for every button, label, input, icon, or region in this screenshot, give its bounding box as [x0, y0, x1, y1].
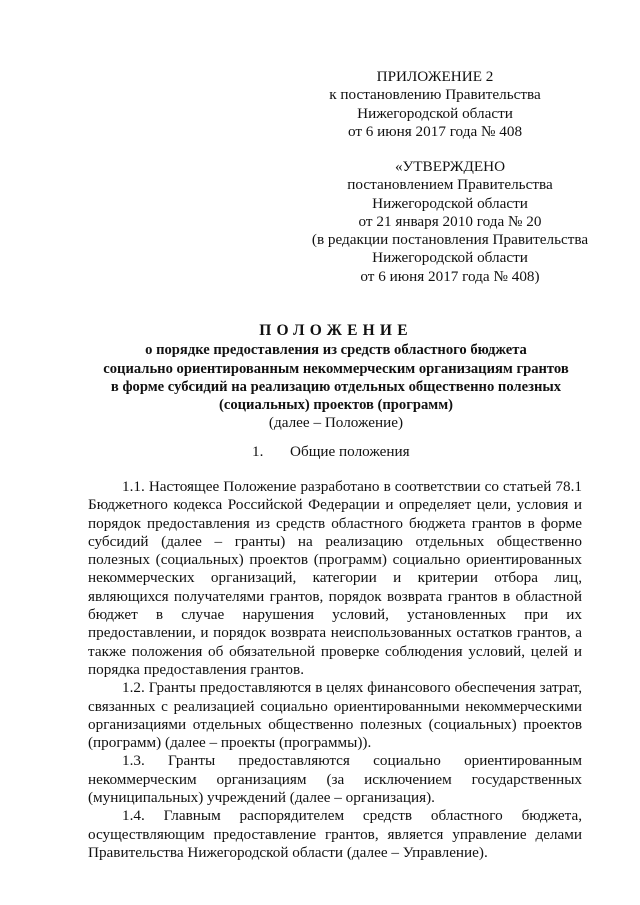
paragraph: 1.3. Гранты предоставляются социально ориентированным некоммерческим организациям (за исключением государственных (муниципальных) учреждений (далее – организация). — [88, 752, 582, 807]
approval-block — [300, 158, 600, 286]
appendix-line: Нижегородской области — [357, 104, 513, 122]
appendix-line: ПРИЛОЖЕНИЕ 2 — [376, 68, 494, 85]
appendix-block — [300, 68, 570, 141]
document-heading-note: (далее – Положение) — [268, 414, 404, 432]
approval-line: от 6 июня 2017 года № 408) — [360, 267, 540, 285]
document-title: ПОЛОЖЕНИЕ — [259, 322, 413, 339]
section-title: Общие положения — [290, 443, 410, 460]
paragraph: 1.2. Гранты предоставляются в целях финансового обеспечения затрат, связанных с реализацией социально ориентированными некоммерческими организациями отдельных общественно полезных (социальных) проектов (программ) (далее – проекты (программы)). — [88, 679, 582, 752]
section-number: 1. — [252, 443, 264, 460]
paragraph: 1.1. Настоящее Положение разработано в соответствии со статьей 78.1 Бюджетного кодекса Российской Федерации и определяет цели, условия и порядок предоставления из средств областного бюджета грантов в форме субсидий (далее – гранты) на реализацию отдельных общественно полезных (социальных) проектов (программ) социально ориентированных некоммерческих организаций, категории и критерии отбора лиц, являющихся получателями грантов, порядок возврата грантов в областной бюджет в случае нарушения условий, установленных при их предоставлении, и порядок возврата неиспользованных остатков грантов, а также положения об обязательной проверке соблюдения условий, целей и порядка предоставления грантов. — [88, 478, 582, 678]
approval-line: постановлением Правительства — [347, 176, 553, 194]
document-heading — [60, 322, 612, 432]
appendix-line: к постановлению Правительства — [329, 86, 541, 104]
approval-line: Нижегородской области — [372, 194, 528, 212]
approval-line: Нижегородской области — [372, 249, 528, 267]
document-subtitle-line: в форме субсидий на реализацию отдельных общественно полезных — [110, 378, 562, 395]
approval-line: от 21 января 2010 года № 20 — [358, 212, 542, 230]
document-subtitle-line: социально ориентированным некоммерческим организациям грантов — [103, 360, 569, 377]
approval-line: (в редакции постановления Правительства — [311, 231, 589, 249]
document-subtitle-line: (социальных) проектов (программ) — [219, 396, 453, 413]
paragraph: 1.4. Главным распорядителем средств областного бюджета, осуществляющим предоставление грантов, является управление делами Правительства Нижегородской области (далее – Управление). — [88, 807, 582, 861]
document-subtitle-line: о порядке предоставления из средств областного бюджета — [145, 342, 527, 359]
document-body — [88, 478, 582, 862]
approval-line: «УТВЕРЖДЕНО — [394, 158, 506, 175]
appendix-line: от 6 июня 2017 года № 408 — [347, 122, 523, 140]
